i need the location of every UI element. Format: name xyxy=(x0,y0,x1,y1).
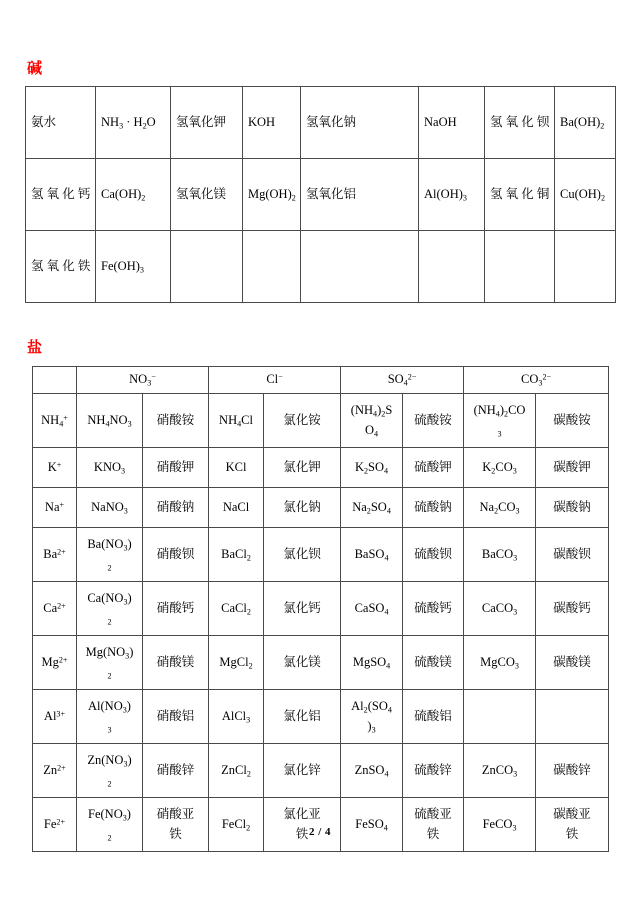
salt-cell-r1-c0: $KNO_3$ xyxy=(77,448,143,488)
salt-cell-r3-c1: 硝酸钡 xyxy=(143,528,209,582)
salt-cell-r8-c4: FeSO$_4$ xyxy=(341,798,403,852)
cation-label-8: $Fe^{2+}$ xyxy=(33,798,77,852)
base-cell-r1-c6: 氢 氧 化 铜 xyxy=(485,159,555,231)
salt-cell-r1-c1: 硝酸钾 xyxy=(143,448,209,488)
base-cell-r2-c3 xyxy=(243,231,301,303)
table-row xyxy=(33,528,609,582)
salt-cell-r6-c2: AlCl$_3$ xyxy=(209,690,264,744)
salt-cell-r7-c5: 硫酸锌 xyxy=(403,744,464,798)
salt-header-row xyxy=(33,367,609,394)
salt-cell-r7-c3: 氯化锌 xyxy=(264,744,341,798)
salt-cell-r7-c7: 碳酸锌 xyxy=(536,744,609,798)
salt-cell-r0-c4: $(NH_4)_2S$ $O_4$ xyxy=(341,394,403,448)
salt-cell-r0-c2: $NH_4Cl$ xyxy=(209,394,264,448)
base-cell-r0-c3: KOH xyxy=(243,87,301,159)
table-row xyxy=(33,636,609,690)
salt-cell-r3-c7: 碳酸钡 xyxy=(536,528,609,582)
salt-cell-r8-c3: 氯化亚 铁 xyxy=(264,798,341,852)
cation-label-5: $Mg^{2+}$ xyxy=(33,636,77,690)
salt-cell-r5-c7: 碳酸镁 xyxy=(536,636,609,690)
cation-label-7: $Zn^{2+}$ xyxy=(33,744,77,798)
salt-cell-r3-c6: BaCO$_3$ xyxy=(464,528,536,582)
base-cell-r0-c4: 氢氧化钠 xyxy=(301,87,419,159)
salt-cell-r7-c1: 硝酸锌 xyxy=(143,744,209,798)
salt-cell-r5-c0: $Mg(NO_3)$ $_2$ xyxy=(77,636,143,690)
cation-label-0: $NH_4^+$ xyxy=(33,394,77,448)
salt-cell-r2-c5: 硫酸钠 xyxy=(403,488,464,528)
salt-cell-r8-c5: 硫酸亚 铁 xyxy=(403,798,464,852)
salt-cell-r4-c3: 氯化钙 xyxy=(264,582,341,636)
salt-cell-r3-c5: 硫酸钡 xyxy=(403,528,464,582)
salt-cell-r1-c3: 氯化钾 xyxy=(264,448,341,488)
base-cell-r1-c1: $Ca(OH)_2$ xyxy=(96,159,171,231)
salt-cell-r1-c6: $K_2CO_3$ xyxy=(464,448,536,488)
salt-cell-r0-c1: 硝酸铵 xyxy=(143,394,209,448)
salt-cell-r6-c6 xyxy=(464,690,536,744)
salt-cell-r6-c0: $Al(NO_3)$ $_3$ xyxy=(77,690,143,744)
salt-cell-r8-c1: 硝酸亚 铁 xyxy=(143,798,209,852)
salt-cell-r6-c4: $Al_2(SO_4$ )$_3$ xyxy=(341,690,403,744)
anion-header-1: Cl− xyxy=(209,367,341,394)
salt-cell-r4-c2: CaCl$_2$ xyxy=(209,582,264,636)
base-cell-r1-c0: 氢 氧 化 钙 xyxy=(26,159,96,231)
salt-table-corner xyxy=(33,367,77,394)
base-cell-r2-c7 xyxy=(555,231,616,303)
salt-cell-r4-c4: CaSO$_4$ xyxy=(341,582,403,636)
section-title-salt: 盐 xyxy=(27,340,43,356)
base-cell-r0-c6: 氢 氧 化 钡 xyxy=(485,87,555,159)
salt-cell-r2-c0: NaNO$_3$ xyxy=(77,488,143,528)
table-row xyxy=(33,488,609,528)
table-row xyxy=(33,394,609,448)
salt-cell-r1-c4: $K_2SO_4$ xyxy=(341,448,403,488)
salt-cell-r2-c4: $Na_2SO_4$ xyxy=(341,488,403,528)
anion-header-3: $CO_3^{2-}$ xyxy=(464,367,609,394)
cation-label-4: $Ca^{2+}$ xyxy=(33,582,77,636)
salt-cell-r6-c1: 硝酸铝 xyxy=(143,690,209,744)
cation-label-6: $Al^{3+}$ xyxy=(33,690,77,744)
salt-cell-r5-c5: 硫酸镁 xyxy=(403,636,464,690)
salt-cell-r3-c0: $Ba(NO_3)$ $_2$ xyxy=(77,528,143,582)
salt-cell-r2-c1: 硝酸钠 xyxy=(143,488,209,528)
salt-cell-r0-c0: $NH_4NO_3$ xyxy=(77,394,143,448)
table-row xyxy=(26,87,616,159)
table-row xyxy=(33,744,609,798)
cation-label-3: $Ba^{2+}$ xyxy=(33,528,77,582)
base-compounds-table xyxy=(25,86,616,303)
base-cell-r0-c5: NaOH xyxy=(419,87,485,159)
anion-header-0: $NO_3^-$ xyxy=(77,367,209,394)
salt-cell-r2-c2: NaCl xyxy=(209,488,264,528)
base-cell-r0-c7: $Ba(OH)_2$ xyxy=(555,87,616,159)
salt-cell-r1-c5: 硫酸钾 xyxy=(403,448,464,488)
salt-cell-r3-c3: 氯化钡 xyxy=(264,528,341,582)
salt-cell-r5-c6: MgCO$_3$ xyxy=(464,636,536,690)
salt-cell-r5-c4: MgSO$_4$ xyxy=(341,636,403,690)
base-cell-r2-c4 xyxy=(301,231,419,303)
salt-compounds-table xyxy=(32,366,609,852)
salt-cell-r8-c2: FeCl$_2$ xyxy=(209,798,264,852)
salt-cell-r0-c5: 硫酸铵 xyxy=(403,394,464,448)
salt-cell-r8-c0: $Fe(NO_3)$ $_2$ xyxy=(77,798,143,852)
table-row xyxy=(33,690,609,744)
salt-cell-r2-c3: 氯化钠 xyxy=(264,488,341,528)
salt-cell-r4-c5: 硫酸钙 xyxy=(403,582,464,636)
salt-cell-r0-c7: 碳酸铵 xyxy=(536,394,609,448)
salt-cell-r0-c3: 氯化铵 xyxy=(264,394,341,448)
salt-cell-r4-c7: 碳酸钙 xyxy=(536,582,609,636)
base-cell-r1-c5: $Al(OH)_3$ xyxy=(419,159,485,231)
salt-cell-r3-c2: BaCl$_2$ xyxy=(209,528,264,582)
base-cell-r0-c2: 氢氧化钾 xyxy=(171,87,243,159)
salt-cell-r6-c3: 氯化铝 xyxy=(264,690,341,744)
salt-cell-r7-c6: ZnCO$_3$ xyxy=(464,744,536,798)
salt-cell-r4-c1: 硝酸钙 xyxy=(143,582,209,636)
base-cell-r2-c5 xyxy=(419,231,485,303)
salt-cell-r8-c7: 碳酸亚 铁 xyxy=(536,798,609,852)
base-cell-r0-c1: $NH_3 \cdot H_2O$ xyxy=(96,87,171,159)
base-cell-r1-c2: 氢氧化镁 xyxy=(171,159,243,231)
salt-cell-r5-c1: 硝酸镁 xyxy=(143,636,209,690)
salt-cell-r2-c6: $Na_2CO_3$ xyxy=(464,488,536,528)
anion-header-2: $SO_4^{2-}$ xyxy=(341,367,464,394)
cation-label-2: Na+ xyxy=(33,488,77,528)
base-cell-r2-c6 xyxy=(485,231,555,303)
table-row xyxy=(33,798,609,852)
page-number-footer: 2 / 4 xyxy=(308,826,332,838)
table-row xyxy=(33,582,609,636)
base-cell-r2-c1: $Fe(OH)_3$ xyxy=(96,231,171,303)
table-row xyxy=(33,448,609,488)
base-cell-r0-c0: 氨水 xyxy=(26,87,96,159)
salt-cell-r0-c6: $(NH_4)_2CO$ $_3$ xyxy=(464,394,536,448)
salt-cell-r5-c3: 氯化镁 xyxy=(264,636,341,690)
salt-cell-r8-c6: FeCO$_3$ xyxy=(464,798,536,852)
salt-cell-r2-c7: 碳酸钠 xyxy=(536,488,609,528)
salt-cell-r3-c4: BaSO$_4$ xyxy=(341,528,403,582)
salt-cell-r6-c7 xyxy=(536,690,609,744)
salt-cell-r6-c5: 硫酸铝 xyxy=(403,690,464,744)
cation-label-1: K+ xyxy=(33,448,77,488)
base-cell-r2-c2 xyxy=(171,231,243,303)
salt-cell-r7-c2: ZnCl$_2$ xyxy=(209,744,264,798)
base-cell-r1-c7: $Cu(OH)_2$ xyxy=(555,159,616,231)
base-cell-r1-c3: $Mg(OH)_2$ xyxy=(243,159,301,231)
salt-cell-r4-c6: CaCO$_3$ xyxy=(464,582,536,636)
salt-cell-r7-c0: $Zn(NO_3)$ $_2$ xyxy=(77,744,143,798)
salt-cell-r1-c2: KCl xyxy=(209,448,264,488)
section-title-base: 碱 xyxy=(27,61,43,77)
table-row xyxy=(26,159,616,231)
table-row xyxy=(26,231,616,303)
salt-cell-r1-c7: 碳酸钾 xyxy=(536,448,609,488)
base-cell-r2-c0: 氢 氧 化 铁 xyxy=(26,231,96,303)
salt-cell-r7-c4: ZnSO$_4$ xyxy=(341,744,403,798)
base-cell-r1-c4: 氢氧化铝 xyxy=(301,159,419,231)
salt-cell-r4-c0: $Ca(NO_3)$ $_2$ xyxy=(77,582,143,636)
salt-cell-r5-c2: MgCl$_2$ xyxy=(209,636,264,690)
